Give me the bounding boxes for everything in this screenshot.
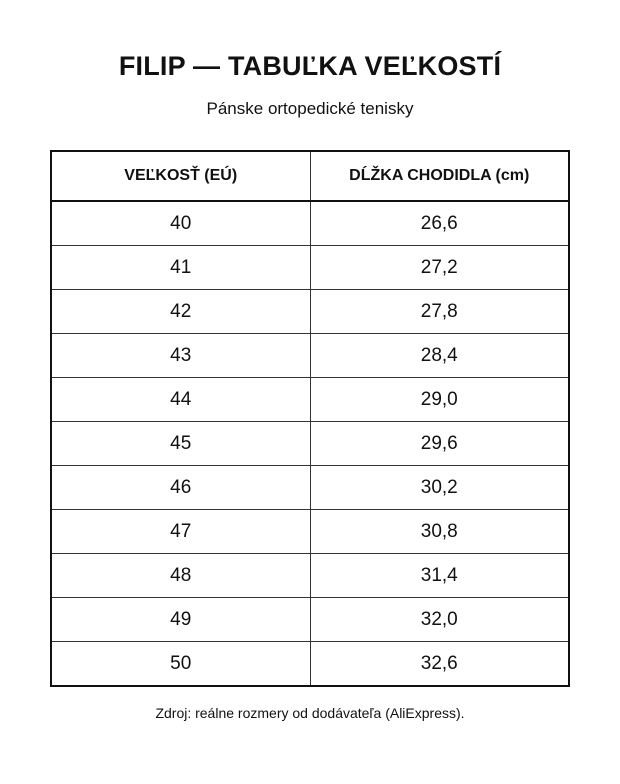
size-cell: 47 — [51, 510, 310, 554]
foot-length-cell: 29,6 — [310, 422, 569, 466]
source-note: Zdroj: reálne rozmery od dodávateľa (AliExpress). — [155, 705, 465, 721]
foot-length-cell: 30,8 — [310, 510, 569, 554]
page-title: FILIP — TABUĽKA VEĽKOSTÍ — [118, 51, 502, 81]
size-cell: 40 — [170, 212, 192, 234]
table-header-row — [51, 151, 569, 201]
table-row — [51, 554, 569, 598]
size-cell: 43 — [51, 334, 310, 378]
size-cell: 44 — [51, 378, 310, 422]
size-cell: 41 — [51, 246, 310, 290]
foot-length-cell: 31,4 — [310, 554, 569, 598]
table-row — [51, 290, 569, 334]
size-cell: 42 — [51, 290, 310, 334]
size-cell: 48 — [51, 554, 310, 598]
column-header-foot-length: DĹŽKA CHODIDLA (cm) — [310, 151, 569, 201]
size-cell: 49 — [51, 598, 310, 642]
table-row — [51, 598, 569, 642]
table-row — [51, 378, 569, 422]
column-header-size: VEĽKOSŤ (EÚ) — [51, 151, 310, 201]
size-cell: 50 — [51, 642, 310, 687]
table-row — [51, 510, 569, 554]
foot-length-cell: 32,0 — [310, 598, 569, 642]
page-subtitle: Pánske ortopedické tenisky — [206, 99, 414, 118]
foot-length-cell: 28,4 — [310, 334, 569, 378]
foot-length-cell: 29,0 — [310, 378, 569, 422]
size-cell: 46 — [51, 466, 310, 510]
foot-length-cell: 26,6 — [310, 201, 569, 246]
table-row — [51, 334, 569, 378]
table-row — [51, 466, 569, 510]
foot-length-cell: 27,2 — [310, 246, 569, 290]
foot-length-cell: 30,2 — [310, 466, 569, 510]
table-row — [51, 422, 569, 466]
table-row — [51, 246, 569, 290]
table-row — [51, 642, 569, 687]
foot-length-cell: 27,8 — [310, 290, 569, 334]
size-cell: 45 — [51, 422, 310, 466]
size-table — [50, 150, 570, 687]
table-row — [51, 201, 569, 246]
foot-length-cell: 32,6 — [310, 642, 569, 687]
